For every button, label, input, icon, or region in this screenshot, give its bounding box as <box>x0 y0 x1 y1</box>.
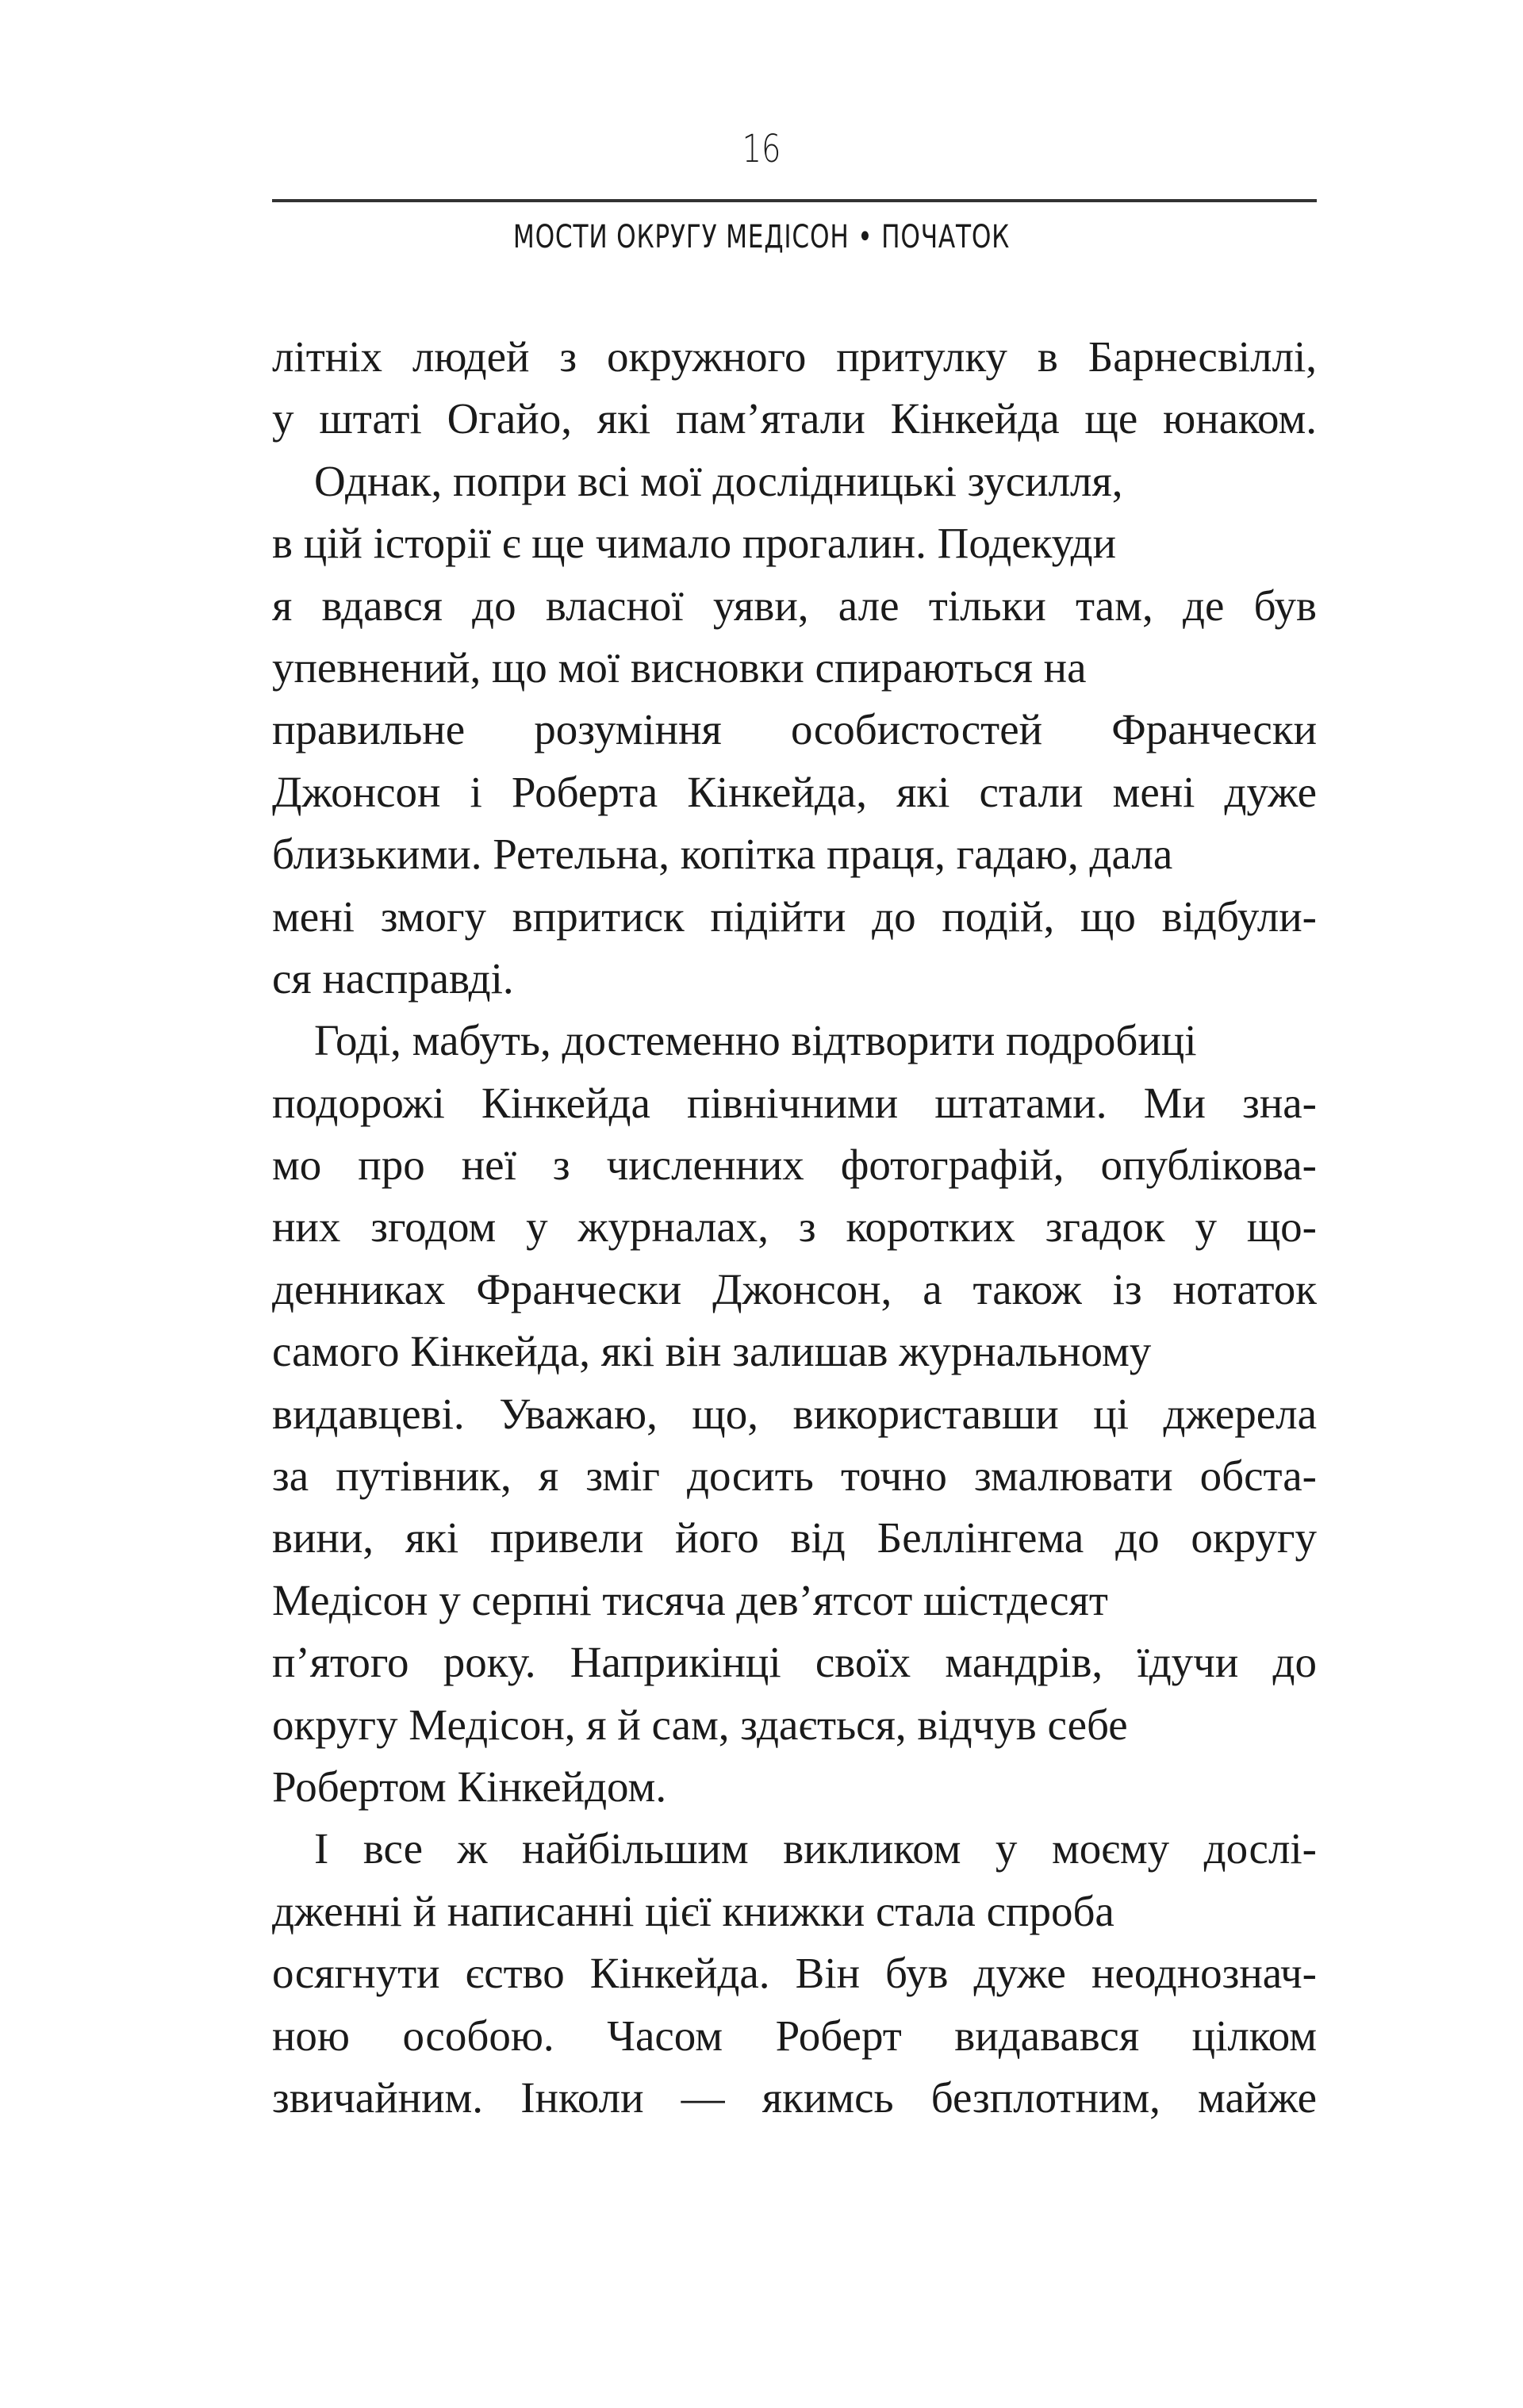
text-line: упевнений, що мої висновки спираються на <box>272 642 1087 692</box>
text-line: вини, які привели його від Беллінгема до округу <box>272 1513 1317 1563</box>
text-line: у штаті Огайо, які пам’ятали Кінкейда ще юнаком. <box>272 394 1317 443</box>
text-line: дженні й написанні цієї книжки стала спроба <box>272 1886 1114 1935</box>
body-text <box>272 326 1317 2129</box>
text-line: мені змогу впритиск підійти до подій, що відбули- <box>272 891 1317 941</box>
text-line: п’ятого року. Наприкінці своїх мандрів, їдучи до <box>272 1638 1317 1687</box>
running-title: МОСТИ ОКРУГУ МЕДІСОН • ПОЧАТОК <box>512 219 1011 255</box>
text-line: я вдався до власної уяви, але тільки там, де був <box>272 581 1317 630</box>
text-line: звичайним. Інколи — якимсь безплотним, майже <box>272 2072 1317 2122</box>
text-line: в цій історії є ще чимало прогалин. Подекуди <box>272 519 1117 568</box>
text-line: Медісон у серпні тисяча дев’ятсот шістдесят <box>272 1575 1108 1624</box>
text-line: правильне розуміння особистостей Франчески <box>272 705 1317 754</box>
text-line: Робертом Кінкейдом. <box>272 1762 667 1811</box>
header-rule <box>272 199 1317 202</box>
text-line: видавцеві. Уважаю, що, використавши ці джерела <box>272 1389 1317 1438</box>
text-line: Однак, попри всі мої дослідницькі зусилля, <box>314 456 1123 505</box>
text-line: подорожі Кінкейда північними штатами. Ми зна- <box>272 1078 1317 1127</box>
text-line: близькими. Ретельна, копітка праця, гадаю, дала <box>272 830 1173 879</box>
text-line: літніх людей з окружного притулку в Барнесвіллі, <box>272 332 1317 381</box>
text-line: ся насправді. <box>272 953 514 1003</box>
text-line: осягнути єство Кінкейда. Він був дуже неоднознач- <box>272 1949 1317 1998</box>
text-line: округу Медісон, я й сам, здається, відчув себе <box>272 1700 1128 1749</box>
text-line: Джонсон і Роберта Кінкейда, які стали мені дуже <box>272 767 1317 816</box>
text-line: ною особою. Часом Роберт видавався цілком <box>272 2011 1317 2060</box>
text-line: за путівник, я зміг досить точно змалювати обста- <box>272 1451 1317 1501</box>
text-line: І все ж найбільшим викликом у моєму дослі- <box>314 1824 1317 1873</box>
text-line: Годі, мабуть, достеменно відтворити подробиці <box>314 1016 1197 1065</box>
page-number: 16 <box>742 127 781 171</box>
text-line: них згодом у журналах, з коротких згадок у що- <box>272 1202 1317 1252</box>
text-line: денниках Франчески Джонсон, а також із нотаток <box>272 1264 1317 1313</box>
text-line: самого Кінкейда, які він залишав журнальному <box>272 1327 1152 1376</box>
text-line: мо про неї з численних фотографій, опублікова- <box>272 1141 1317 1190</box>
